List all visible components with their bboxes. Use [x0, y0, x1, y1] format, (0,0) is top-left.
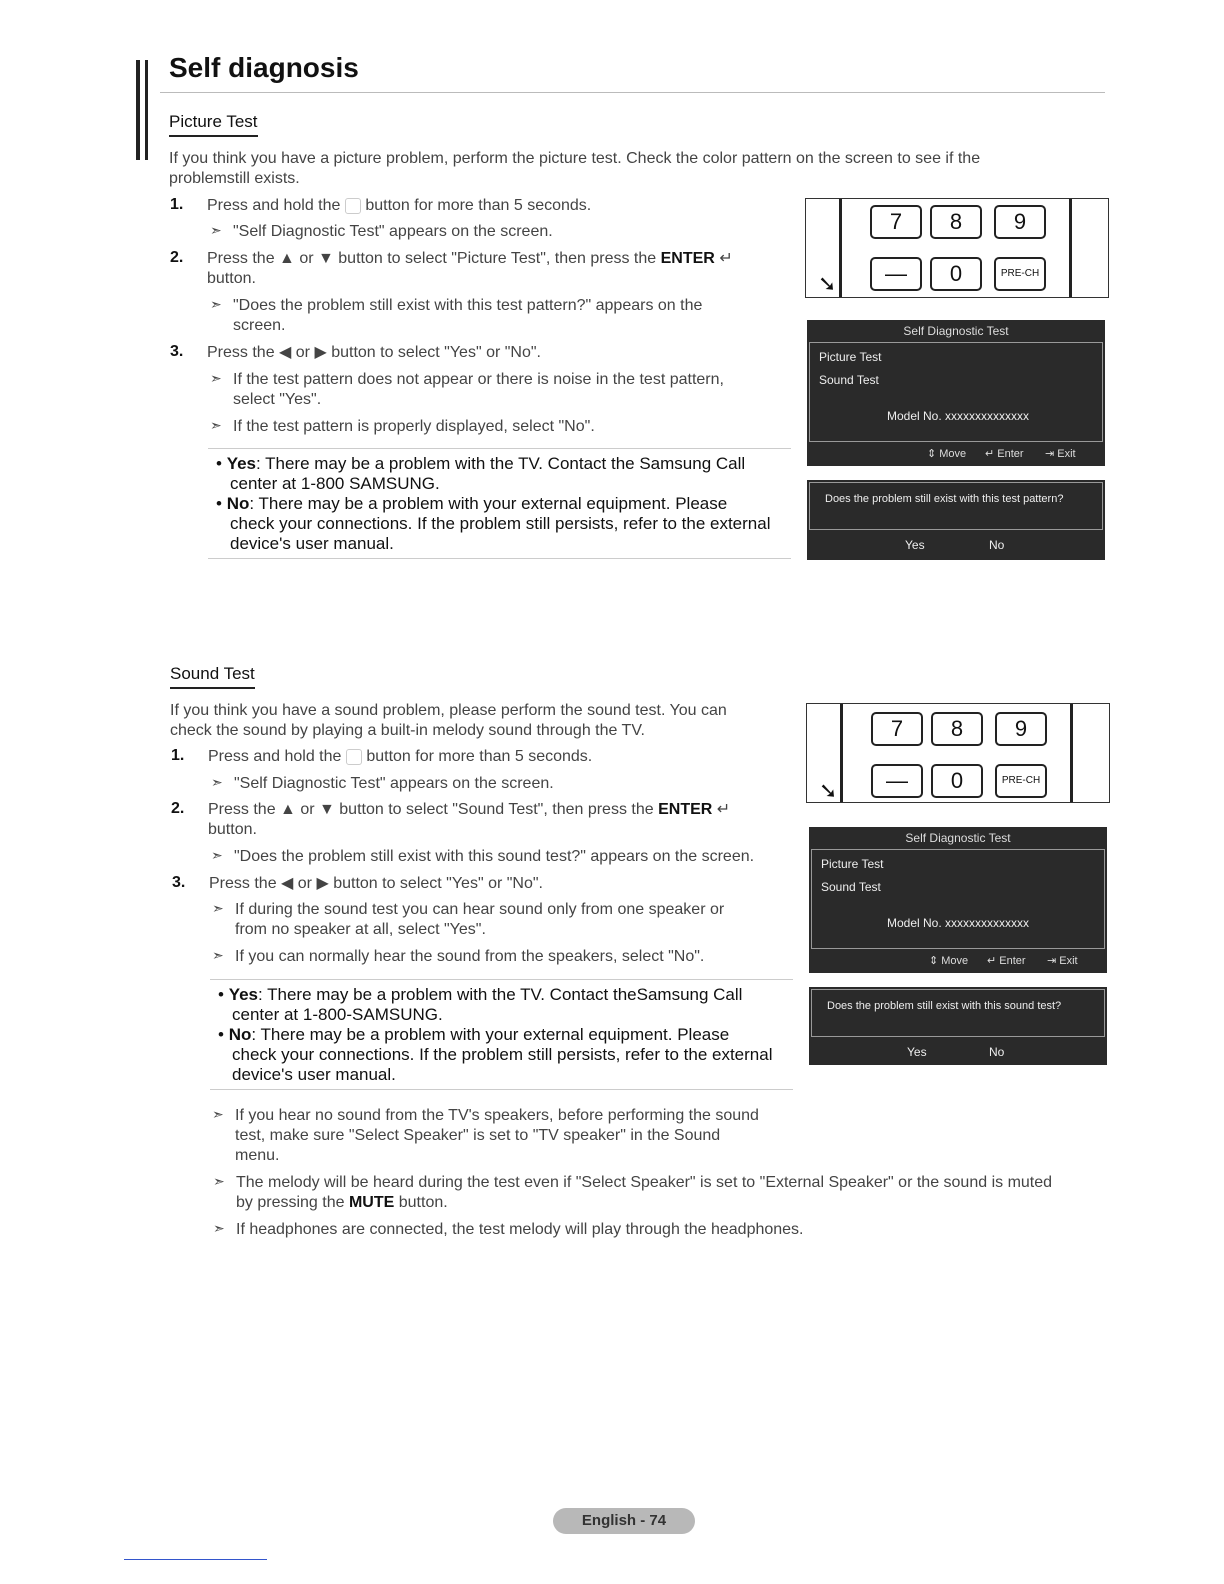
callout-text: : There may be a problem with your external equipment. Please [251, 1025, 730, 1044]
step-text: button. [208, 821, 257, 838]
key-8: 8 [931, 712, 983, 746]
osd-move-hint: ⇕ Move [927, 448, 967, 460]
enter-icon: ↵ [716, 801, 731, 818]
key-0: 0 [931, 764, 983, 798]
step-number: 3. [170, 343, 184, 360]
enter-icon: ↵ [719, 250, 733, 267]
sound-callout [210, 979, 793, 1090]
enter-label: ENTER [658, 801, 713, 818]
osd-panel [809, 827, 1107, 973]
note-line: from no speaker at all, select "Yes". [235, 921, 486, 938]
sound-intro [170, 701, 790, 741]
remote-edge [839, 199, 842, 297]
picture-note1: "Self Diagnostic Test" appears on the screen. [233, 223, 553, 240]
callout-text: center at 1-800 SAMSUNG. [230, 474, 440, 493]
osd-model-number: Model No. xxxxxxxxxxxxxx [887, 409, 1030, 423]
sound-step2 [208, 800, 788, 840]
sound-test-heading: Sound Test [170, 664, 255, 689]
callout-text: : There may be a problem with your external equipment. Please [249, 494, 728, 513]
osd-item-sound-test: Sound Test [821, 880, 881, 894]
mute-label: MUTE [348, 1194, 395, 1211]
note-line: If the test pattern does not appear or there is noise in the test pattern, [233, 371, 724, 388]
step-number: 1. [171, 747, 185, 764]
remote-button-icon [345, 198, 361, 214]
callout-text: device's user manual. [230, 534, 394, 553]
picture-callout [208, 448, 791, 559]
callout-text: device's user manual. [232, 1065, 396, 1084]
note-text: by pressing the [236, 1194, 345, 1211]
note-line: test, make sure "Select Speaker" is set to "TV speaker" in the Sound [235, 1127, 721, 1144]
key-pre-ch: PRE-CH [995, 764, 1047, 798]
osd-item-picture-test: Picture Test [821, 857, 884, 871]
note-line [236, 1193, 1116, 1213]
key-9: 9 [995, 712, 1047, 746]
yes-label: Yes [228, 985, 258, 1004]
note-arrow-icon: ➣ [211, 774, 223, 790]
step-text: button for more than 5 seconds. [365, 197, 592, 214]
osd-yes-option[interactable]: Yes [907, 1045, 927, 1059]
picture-intro-line: problemstill exists. [169, 170, 300, 187]
key-dash: — [870, 257, 922, 291]
sound-note6 [236, 1173, 1116, 1213]
picture-note4: If the test pattern is properly displayed, select "No". [233, 418, 595, 435]
note-line: select "Yes". [233, 391, 322, 408]
enter-label: ENTER [660, 250, 715, 267]
callout-text: : There may be a problem with the TV. Contact the Samsung Call [256, 454, 746, 473]
note-arrow-icon: ➣ [210, 222, 222, 238]
remote-button-icon [346, 749, 362, 765]
callout-text: check your connections. If the problem still persists, refer to the external [232, 1045, 773, 1064]
osd-dialog-frame [809, 482, 1103, 530]
picture-note3 [233, 370, 724, 410]
key-9: 9 [994, 205, 1046, 239]
picture-step2 [207, 249, 787, 289]
osd-title: Self Diagnostic Test [905, 831, 1011, 845]
sound-note1: "Self Diagnostic Test" appears on the screen. [234, 775, 554, 792]
osd-dialog-question: Does the problem still exist with this sound test? [827, 1000, 1062, 1012]
yes-item: • Yes: There may be a problem with the TV. Contact the Samsung Call [216, 454, 746, 473]
osd-item-picture-test: Picture Test [819, 350, 882, 364]
yes-label: Yes [226, 454, 256, 473]
sound-note2: "Does the problem still exist with this sound test?" appears on the screen. [234, 848, 755, 865]
step-number: 1. [170, 196, 184, 213]
picture-intro-line: If you think you have a picture problem, perform the picture test. Check the color pattern on the screen to see if the [169, 150, 981, 167]
no-label: No [228, 1025, 252, 1044]
step-text: button. [207, 270, 256, 287]
key-8: 8 [930, 205, 982, 239]
note-arrow-icon: ➣ [212, 1106, 224, 1122]
note-arrow-icon: ➣ [210, 296, 222, 312]
osd-model-number: Model No. xxxxxxxxxxxxxx [887, 916, 1030, 930]
picture-intro [169, 149, 1069, 189]
osd-dialog [807, 480, 1105, 560]
note-text: button. [398, 1194, 448, 1211]
key-dash: — [871, 764, 923, 798]
no-label: No [226, 494, 250, 513]
note-line: "Does the problem still exist with this test pattern?" appears on the [233, 297, 703, 314]
note-arrow-icon: ➣ [210, 370, 222, 386]
sound-step1 [208, 747, 592, 767]
sound-note7: If headphones are connected, the test melody will play through the headphones. [236, 1221, 804, 1238]
sound-note4: If you can normally hear the sound from the speakers, select "No". [235, 948, 705, 965]
osd-no-option[interactable]: No [989, 1045, 1005, 1059]
step-text: Press and hold the [208, 748, 342, 765]
sound-intro-line: If you think you have a sound problem, please perform the sound test. You can [170, 702, 727, 719]
osd-move-hint: ⇕ Move [929, 955, 969, 967]
osd-dialog-question: Does the problem still exist with this test pattern? [825, 493, 1064, 505]
osd-dialog [809, 987, 1107, 1065]
picture-step1 [207, 196, 591, 216]
osd-enter-hint: ↵ Enter [987, 955, 1026, 967]
remote-edge [1069, 199, 1072, 297]
osd-no-option[interactable]: No [989, 538, 1005, 552]
callout-text: center at 1-800-SAMSUNG. [232, 1005, 443, 1024]
step-number: 3. [172, 874, 186, 891]
yes-item: • Yes: There may be a problem with the TV. Contact theSamsung Call [218, 985, 743, 1004]
pointer-arrow-icon: ➘ [819, 778, 838, 803]
callout-text: : There may be a problem with the TV. Contact theSamsung Call [258, 985, 743, 1004]
note-line: The melody will be heard during the test even if "Select Speaker" is set to "External Speaker" or the sound is muted [236, 1174, 1053, 1191]
note-line: If you hear no sound from the TV's speakers, before performing the sound [235, 1107, 759, 1124]
no-item: • No: There may be a problem with your external equipment. Please [216, 494, 728, 513]
pointer-arrow-icon: ➘ [818, 271, 837, 296]
title-divider [160, 92, 1105, 93]
margin-bar [136, 60, 140, 160]
margin-bar [145, 60, 148, 160]
osd-yes-option[interactable]: Yes [905, 538, 925, 552]
osd-exit-hint: ⇥ Exit [1045, 448, 1076, 460]
osd-dialog-frame [811, 989, 1105, 1037]
picture-note2 [233, 296, 702, 336]
sound-intro-line: check the sound by playing a built-in melody sound through the TV. [170, 722, 645, 739]
osd-item-sound-test: Sound Test [819, 373, 879, 387]
key-7: 7 [870, 205, 922, 239]
sound-note3 [235, 900, 724, 940]
key-7: 7 [871, 712, 923, 746]
note-line: screen. [233, 317, 286, 334]
osd-panel [807, 320, 1105, 466]
osd-enter-hint: ↵ Enter [985, 448, 1024, 460]
page-number-badge: English - 74 [553, 1508, 695, 1534]
note-arrow-icon: ➣ [212, 947, 224, 963]
note-arrow-icon: ➣ [213, 1220, 225, 1236]
remote-edge [1070, 704, 1073, 802]
remote-illustration [806, 703, 1110, 803]
key-pre-ch: PRE-CH [994, 257, 1046, 291]
page-title: Self diagnosis [169, 52, 359, 83]
note-line: menu. [235, 1147, 280, 1164]
sound-note5 [235, 1106, 759, 1166]
footer-rule [124, 1559, 267, 1560]
note-arrow-icon: ➣ [211, 847, 223, 863]
picture-test-heading: Picture Test [169, 112, 258, 137]
remote-edge [840, 704, 843, 802]
step-text: Press the ▲ or ▼ button to select "Picture Test", then press the [207, 250, 657, 267]
note-arrow-icon: ➣ [210, 417, 222, 433]
note-line: If during the sound test you can hear sound only from one speaker or [235, 901, 725, 918]
key-0: 0 [930, 257, 982, 291]
step-number: 2. [170, 249, 184, 266]
picture-step3: Press the ◀ or ▶ button to select "Yes" or "No". [207, 344, 541, 361]
note-arrow-icon: ➣ [213, 1173, 225, 1189]
note-arrow-icon: ➣ [212, 900, 224, 916]
sound-step3: Press the ◀ or ▶ button to select "Yes" or "No". [209, 875, 543, 892]
step-text: Press and hold the [207, 197, 341, 214]
step-text: button for more than 5 seconds. [366, 748, 593, 765]
osd-exit-hint: ⇥ Exit [1047, 955, 1078, 967]
remote-illustration [805, 198, 1109, 298]
step-number: 2. [171, 800, 185, 817]
callout-text: check your connections. If the problem still persists, refer to the external [230, 514, 771, 533]
step-text: Press the ▲ or ▼ button to select "Sound Test", then press the [208, 801, 654, 818]
no-item: • No: There may be a problem with your external equipment. Please [218, 1025, 730, 1044]
osd-title: Self Diagnostic Test [903, 324, 1009, 338]
